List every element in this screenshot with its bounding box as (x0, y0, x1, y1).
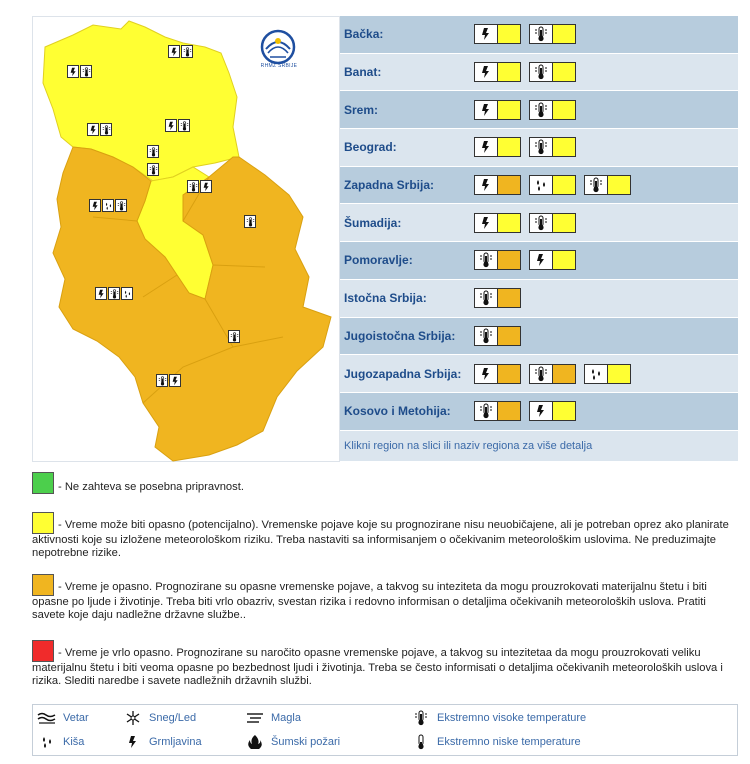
icon-key-label: Sneg/Led (149, 712, 197, 724)
icon-key-item (245, 733, 340, 751)
warning-badge[interactable] (529, 213, 576, 233)
high-temp-icon (178, 119, 190, 132)
icon-key-item (123, 709, 196, 727)
logo-label: RHMZ SRBIJE (260, 63, 298, 69)
warning-badge[interactable] (529, 137, 576, 157)
low-temp-icon (411, 733, 431, 751)
thunderstorm-icon (168, 45, 180, 58)
thunderstorm-icon (200, 180, 212, 193)
region-row[interactable] (340, 54, 738, 92)
high-temp-icon (475, 251, 498, 269)
legend-green-text: - Ne zahteva se posebna pripravnost. (58, 481, 244, 493)
legend-yellow-text: - Vreme može biti opasno (potencijalno). Vremenske pojave koje su prognozirane nisu neuobičajene, ali je potreban oprez ako planirate aktivnosti koje su izložene meteorološkom riziku. Treba nastaviti sa informisanjem o očekivanim meteorološkim uslovima. Ne preduzimajte nepotrebne rizike. (32, 519, 729, 559)
warning-badge[interactable] (474, 62, 521, 82)
map-warning-icons[interactable] (156, 374, 181, 387)
legend-red-text: - Vreme je vrlo opasno. Prognozirane su naročito opasne vremenske pojave, a takvog su intezitetaa da mogu prouzrokovati veliku materijalnu štetu i biti veoma opasne po bezbednost ljudi i životinja. Treba se često informisati o detaljima očekivanih meteoroloških uslova i rizika. Slediti naredbe i savete nadležnih državnih službi. (32, 647, 723, 687)
thunderstorm-icon (475, 365, 498, 383)
warning-level-swatch (608, 365, 630, 383)
map-warning-icons[interactable] (89, 199, 127, 212)
thunderstorm-icon (123, 733, 143, 751)
warning-badge[interactable] (474, 175, 521, 195)
map-region-central-south[interactable] (53, 147, 331, 461)
thunderstorm-icon (475, 63, 498, 81)
region-name[interactable]: Srem: (344, 102, 379, 117)
high-temp-icon (108, 287, 120, 300)
thunderstorm-icon (165, 119, 177, 132)
warning-badge[interactable] (474, 326, 521, 346)
map-warning-icons[interactable] (244, 215, 256, 228)
serbia-map (33, 17, 341, 463)
high-temp-icon (147, 145, 159, 158)
region-row[interactable] (340, 91, 738, 129)
thunderstorm-icon (475, 25, 498, 43)
warning-badge[interactable] (474, 100, 521, 120)
warning-badge[interactable] (529, 401, 576, 421)
high-temp-icon (530, 63, 553, 81)
rain-icon (37, 733, 57, 751)
icon-key-label: Grmljavina (149, 736, 202, 748)
icon-key-label: Vetar (63, 712, 89, 724)
rain-icon (121, 287, 133, 300)
high-temp-icon (530, 25, 553, 43)
high-temp-icon (156, 374, 168, 387)
region-row[interactable] (340, 242, 738, 280)
high-temp-icon (530, 365, 553, 383)
rain-icon (102, 199, 114, 212)
legend-red (32, 640, 740, 688)
icon-key-label: Magla (271, 712, 301, 724)
thunderstorm-icon (475, 214, 498, 232)
warning-level-swatch (553, 25, 575, 43)
map-warning-icons[interactable] (147, 163, 159, 176)
legend-orange (32, 574, 740, 622)
high-temp-icon (187, 180, 199, 193)
rain-icon (530, 176, 553, 194)
warning-level-swatch (498, 214, 520, 232)
map-warning-icons[interactable] (187, 180, 212, 193)
map-warning-icons[interactable] (67, 65, 92, 78)
warning-map (32, 16, 340, 462)
warning-badge[interactable] (584, 364, 631, 384)
high-temp-icon (475, 327, 498, 345)
hint-text: Klikni region na slici ili naziv regiona za više detalja (344, 439, 593, 452)
warning-badge[interactable] (529, 100, 576, 120)
warning-badge[interactable] (474, 288, 521, 308)
warning-level-swatch (553, 251, 575, 269)
warning-level-swatch (553, 138, 575, 156)
thunderstorm-icon (89, 199, 101, 212)
warning-level-swatch (498, 101, 520, 119)
thunderstorm-icon (67, 65, 79, 78)
warning-level-swatch (498, 289, 520, 307)
thunderstorm-icon (530, 402, 553, 420)
map-warning-icons[interactable] (147, 145, 159, 158)
high-temp-icon (475, 289, 498, 307)
warning-level-swatch (498, 365, 520, 383)
region-name[interactable]: Jugoistočna Srbija: (344, 328, 456, 343)
warning-badge[interactable] (474, 137, 521, 157)
thunderstorm-icon (95, 287, 107, 300)
icon-key-item (37, 709, 89, 727)
warning-level-swatch (498, 176, 520, 194)
warning-level-swatch (498, 251, 520, 269)
warning-level-swatch (553, 176, 575, 194)
warning-level-swatch (498, 25, 520, 43)
high-temp-icon (411, 709, 431, 727)
map-warning-icons[interactable] (168, 45, 193, 58)
region-row[interactable] (340, 204, 738, 242)
high-temp-icon (181, 45, 193, 58)
thunderstorm-icon (475, 101, 498, 119)
warning-level-swatch (498, 63, 520, 81)
icon-key (32, 704, 738, 756)
fog-icon (245, 709, 265, 727)
high-temp-icon (147, 163, 159, 176)
legend-green (32, 474, 740, 496)
map-warning-icons[interactable] (228, 330, 240, 343)
thunderstorm-icon (475, 138, 498, 156)
high-temp-icon (530, 214, 553, 232)
warning-badge[interactable] (529, 62, 576, 82)
warning-level-swatch (498, 402, 520, 420)
warning-level-swatch (498, 138, 520, 156)
legend-green-swatch (32, 472, 54, 494)
region-name[interactable]: Šumadija: (344, 215, 402, 230)
region-row[interactable] (340, 393, 738, 431)
warning-badge[interactable] (584, 175, 631, 195)
warning-level-swatch (553, 101, 575, 119)
region-name[interactable]: Kosovo i Metohija: (344, 404, 451, 419)
thunderstorm-icon (87, 123, 99, 136)
warning-badge[interactable] (474, 213, 521, 233)
region-row[interactable] (340, 16, 738, 54)
region-name[interactable]: Jugozapadna Srbija: (344, 366, 462, 381)
high-temp-icon (115, 199, 127, 212)
region-name[interactable]: Istočna Srbija: (344, 291, 427, 306)
region-row[interactable] (340, 167, 738, 205)
snow-ice-icon (123, 709, 143, 727)
wind-icon (37, 709, 57, 727)
warning-level-swatch (553, 214, 575, 232)
rain-icon (585, 365, 608, 383)
region-name[interactable]: Pomoravlje: (344, 253, 413, 268)
map-warning-icons[interactable] (87, 123, 112, 136)
high-temp-icon (585, 176, 608, 194)
region-row[interactable] (340, 318, 738, 356)
warning-level-swatch (553, 402, 575, 420)
legend-red-swatch (32, 640, 54, 662)
region-name[interactable]: Zapadna Srbija: (344, 178, 435, 193)
forest-fire-icon (245, 733, 265, 751)
warning-badge[interactable] (529, 24, 576, 44)
map-warning-icons[interactable] (165, 119, 190, 132)
high-temp-icon (228, 330, 240, 343)
thunderstorm-icon (530, 251, 553, 269)
high-temp-icon (530, 138, 553, 156)
region-hint (340, 431, 738, 461)
warning-level-swatch (553, 63, 575, 81)
region-row[interactable] (340, 355, 738, 393)
warning-badge[interactable] (474, 401, 521, 421)
icon-key-item (411, 709, 586, 727)
thunderstorm-icon (169, 374, 181, 387)
icon-key-label: Ekstremno niske temperature (437, 736, 581, 748)
high-temp-icon (80, 65, 92, 78)
region-row[interactable] (340, 129, 738, 167)
legend-yellow (32, 512, 740, 560)
icon-key-label: Kiša (63, 736, 85, 748)
warning-badge[interactable] (474, 250, 521, 270)
icon-key-item (37, 733, 84, 751)
legend-orange-text: - Vreme je opasno. Prognozirane su opasne vremenske pojave, a takvog su intezitetа da mogu prouzrokovati materijalnu štetu i biti opasne po ljude i životinje. Treba biti vrlo obazriv, svestan rizika i redovno informisan o detaljima očekivanih meteoroloških uslova. Pratiti savete koje daju nadležne državne službe.. (32, 581, 707, 621)
region-row[interactable] (340, 280, 738, 318)
warning-badge[interactable] (474, 24, 521, 44)
icon-key-item (123, 733, 202, 751)
map-warning-icons[interactable] (95, 287, 133, 300)
icon-key-label: Šumski požari (271, 736, 341, 748)
warning-level-swatch (608, 176, 630, 194)
warning-badge[interactable] (529, 175, 576, 195)
warning-badge[interactable] (474, 364, 521, 384)
high-temp-icon (530, 101, 553, 119)
legend-yellow-swatch (32, 512, 54, 534)
region-name[interactable]: Banat: (344, 65, 382, 80)
warning-badge[interactable] (529, 250, 576, 270)
icon-key-item (411, 733, 581, 751)
high-temp-icon (244, 215, 256, 228)
warning-level-swatch (498, 327, 520, 345)
region-name[interactable]: Beograd: (344, 140, 397, 155)
region-table (340, 16, 738, 461)
icon-key-label: Ekstremno visoke temperature (437, 712, 587, 724)
legend-orange-swatch (32, 574, 54, 596)
icon-key-item (245, 709, 301, 727)
high-temp-icon (475, 402, 498, 420)
warning-badge[interactable] (529, 364, 576, 384)
region-name[interactable]: Bačka: (344, 27, 384, 42)
warning-level-swatch (553, 365, 575, 383)
thunderstorm-icon (475, 176, 498, 194)
high-temp-icon (100, 123, 112, 136)
